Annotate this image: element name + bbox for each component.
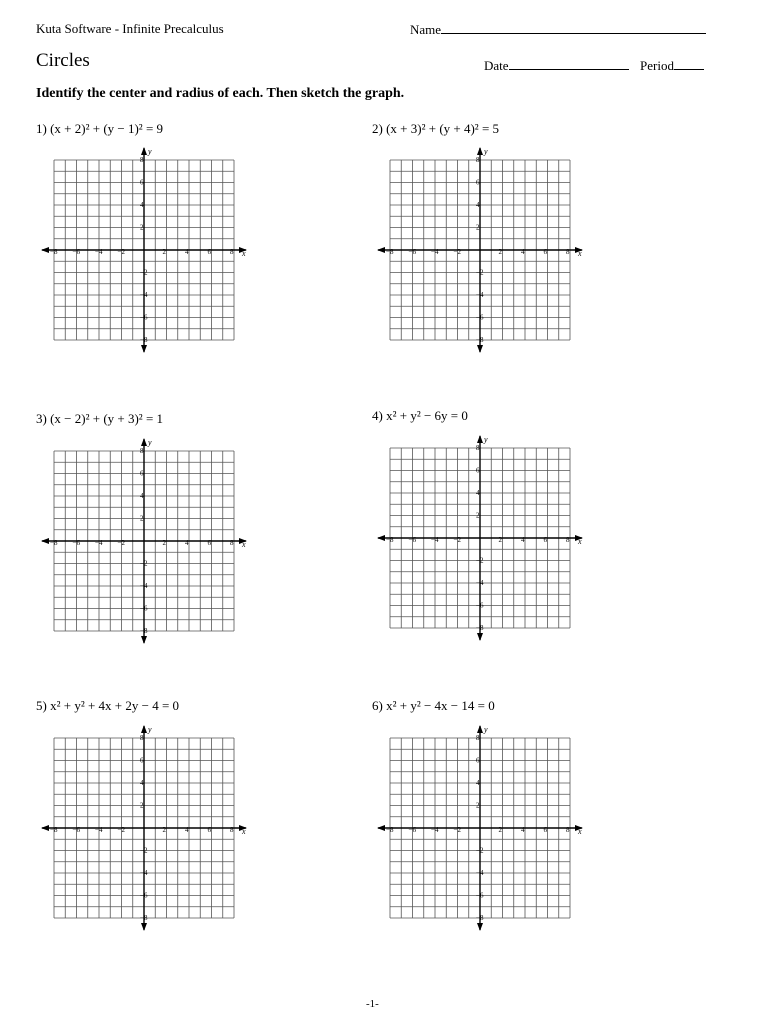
x-tick-label: −2 xyxy=(453,248,461,256)
coordinate-grid-2[interactable] xyxy=(376,146,584,354)
y-tick-label: −8 xyxy=(140,914,148,922)
y-tick-label: 2 xyxy=(140,801,144,810)
y-axis-arrow-down-icon xyxy=(141,345,147,353)
x-tick-label: 2 xyxy=(498,248,502,256)
x-tick-label: −6 xyxy=(72,248,80,256)
x-tick-label: −8 xyxy=(50,826,58,834)
x-axis-arrow-left-icon xyxy=(41,825,49,831)
y-axis-arrow-up-icon xyxy=(141,725,147,733)
x-tick-label: 8 xyxy=(566,826,570,834)
x-tick-label: 8 xyxy=(566,248,570,256)
x-axis-label: x xyxy=(242,827,246,836)
x-axis-label: x xyxy=(578,827,582,836)
x-tick-label: 6 xyxy=(207,826,211,834)
y-tick-label: 8 xyxy=(476,444,480,452)
x-tick-label: −2 xyxy=(117,826,125,834)
x-tick-label: 8 xyxy=(230,539,234,547)
y-axis-label: y xyxy=(484,147,488,156)
x-tick-label: 8 xyxy=(230,826,234,834)
y-tick-label: 6 xyxy=(476,466,480,475)
x-axis-arrow-left-icon xyxy=(41,538,49,544)
x-tick-label: 4 xyxy=(521,536,525,544)
y-axis-arrow-down-icon xyxy=(477,345,483,353)
x-tick-label: 2 xyxy=(162,539,166,547)
period-field[interactable] xyxy=(640,57,704,74)
y-tick-label: −4 xyxy=(140,291,148,299)
y-tick-label: −4 xyxy=(140,582,148,590)
y-axis-arrow-up-icon xyxy=(141,147,147,155)
problem-6 xyxy=(372,698,495,714)
y-tick-label: 4 xyxy=(476,779,480,787)
x-tick-label: −8 xyxy=(50,539,58,547)
problem-equation: x² + y² + 4x + 2y − 4 = 0 xyxy=(50,698,180,713)
x-axis-label: x xyxy=(578,249,582,258)
x-tick-label: 6 xyxy=(543,248,547,256)
problem-equation: x² + y² − 4x − 14 = 0 xyxy=(386,698,495,713)
x-tick-label: −4 xyxy=(431,536,439,544)
y-tick-label: −8 xyxy=(140,336,148,344)
x-tick-label: −2 xyxy=(453,536,461,544)
y-axis-arrow-up-icon xyxy=(477,435,483,443)
x-axis-label: x xyxy=(242,540,246,549)
problem-equation: (x + 2)² + (y − 1)² = 9 xyxy=(50,121,164,136)
y-tick-label: −8 xyxy=(476,914,484,922)
y-tick-label: 2 xyxy=(476,223,480,232)
date-field[interactable] xyxy=(484,57,629,74)
problem-1 xyxy=(36,121,163,137)
y-tick-label: −8 xyxy=(476,336,484,344)
worksheet-source: Kuta Software - Infinite Precalculus xyxy=(36,21,224,36)
problem-number: 5) xyxy=(36,698,47,713)
y-axis-label: y xyxy=(148,725,152,734)
x-tick-label: −4 xyxy=(431,248,439,256)
x-tick-label: −4 xyxy=(431,826,439,834)
name-label: Name xyxy=(410,22,442,37)
problem-2 xyxy=(372,121,499,137)
x-axis-arrow-left-icon xyxy=(377,825,385,831)
y-tick-label: −4 xyxy=(140,869,148,877)
x-tick-label: −4 xyxy=(95,248,103,256)
y-tick-label: −6 xyxy=(140,604,148,613)
x-tick-label: −2 xyxy=(117,248,125,256)
y-tick-label: −6 xyxy=(140,313,148,322)
y-axis-arrow-down-icon xyxy=(477,633,483,641)
x-axis-label: x xyxy=(242,249,246,258)
period-label: Period xyxy=(640,58,674,73)
x-tick-label: −6 xyxy=(72,826,80,834)
problem-number: 6) xyxy=(372,698,383,713)
y-tick-label: −4 xyxy=(476,869,484,877)
x-tick-label: −6 xyxy=(72,539,80,547)
problem-equation: x² + y² − 6y = 0 xyxy=(386,408,468,423)
y-tick-label: −2 xyxy=(476,846,484,855)
y-tick-label: −4 xyxy=(476,579,484,587)
y-tick-label: 8 xyxy=(140,156,144,164)
x-tick-label: 4 xyxy=(185,826,189,834)
x-tick-label: 6 xyxy=(543,826,547,834)
page-number: -1- xyxy=(366,998,379,1010)
y-axis-arrow-down-icon xyxy=(141,923,147,931)
x-tick-label: 6 xyxy=(207,248,211,256)
x-tick-label: −8 xyxy=(386,536,394,544)
y-tick-label: 6 xyxy=(476,756,480,765)
x-axis-arrow-left-icon xyxy=(377,247,385,253)
y-tick-label: −4 xyxy=(476,291,484,299)
y-tick-label: 6 xyxy=(140,469,144,478)
x-tick-label: 2 xyxy=(498,826,502,834)
y-tick-label: −2 xyxy=(476,556,484,565)
problem-equation: (x − 2)² + (y + 3)² = 1 xyxy=(50,411,164,426)
y-tick-label: 8 xyxy=(140,734,144,742)
coordinate-grid-1[interactable] xyxy=(40,146,248,354)
y-tick-label: 2 xyxy=(476,801,480,810)
x-axis-label: x xyxy=(578,537,582,546)
y-axis-label: y xyxy=(148,147,152,156)
x-tick-label: 8 xyxy=(230,248,234,256)
y-tick-label: −8 xyxy=(140,627,148,635)
y-tick-label: −2 xyxy=(476,268,484,277)
y-axis-label: y xyxy=(484,725,488,734)
y-tick-label: −6 xyxy=(476,313,484,322)
x-tick-label: −2 xyxy=(117,539,125,547)
date-blank[interactable] xyxy=(509,57,629,70)
y-axis-label: y xyxy=(148,438,152,447)
problem-number: 2) xyxy=(372,121,383,136)
y-tick-label: 4 xyxy=(140,779,144,787)
x-tick-label: −6 xyxy=(408,536,416,544)
x-axis-arrow-left-icon xyxy=(41,247,49,253)
y-tick-label: −8 xyxy=(476,624,484,632)
x-tick-label: −8 xyxy=(50,248,58,256)
x-tick-label: −6 xyxy=(408,248,416,256)
instructions: Identify the center and radius of each. Then sketch the graph. xyxy=(36,86,405,101)
problem-3 xyxy=(36,411,163,427)
x-tick-label: 4 xyxy=(521,248,525,256)
y-tick-label: 2 xyxy=(140,223,144,232)
period-blank[interactable] xyxy=(674,57,704,70)
x-tick-label: −4 xyxy=(95,826,103,834)
y-axis-arrow-down-icon xyxy=(141,636,147,644)
y-tick-label: 6 xyxy=(140,178,144,187)
x-tick-label: 4 xyxy=(521,826,525,834)
y-tick-label: −2 xyxy=(140,268,148,277)
x-tick-label: 2 xyxy=(162,248,166,256)
y-tick-label: −2 xyxy=(140,846,148,855)
y-tick-label: −6 xyxy=(140,891,148,900)
y-tick-label: 6 xyxy=(476,178,480,187)
y-tick-label: −2 xyxy=(140,559,148,568)
y-axis-label: y xyxy=(484,435,488,444)
y-tick-label: −6 xyxy=(476,891,484,900)
problem-4 xyxy=(372,408,468,424)
y-axis-arrow-up-icon xyxy=(477,725,483,733)
coordinate-grid-6[interactable] xyxy=(376,724,584,932)
x-tick-label: 2 xyxy=(162,826,166,834)
y-tick-label: 6 xyxy=(140,756,144,765)
x-tick-label: 2 xyxy=(498,536,502,544)
x-tick-label: −2 xyxy=(453,826,461,834)
y-tick-label: 8 xyxy=(140,447,144,455)
page-title: Circles xyxy=(36,50,90,71)
y-axis-arrow-up-icon xyxy=(141,438,147,446)
problem-number: 3) xyxy=(36,411,47,426)
x-tick-label: 4 xyxy=(185,248,189,256)
y-tick-label: 8 xyxy=(476,734,480,742)
coordinate-grid-3[interactable] xyxy=(40,437,248,645)
x-tick-label: −8 xyxy=(386,248,394,256)
x-tick-label: −6 xyxy=(408,826,416,834)
x-tick-label: 6 xyxy=(207,539,211,547)
y-tick-label: 8 xyxy=(476,156,480,164)
coordinate-grid-5[interactable] xyxy=(40,724,248,932)
problem-5 xyxy=(36,698,179,714)
y-axis-arrow-down-icon xyxy=(477,923,483,931)
x-tick-label: 6 xyxy=(543,536,547,544)
y-axis-arrow-up-icon xyxy=(477,147,483,155)
y-tick-label: 4 xyxy=(140,201,144,209)
problem-equation: (x + 3)² + (y + 4)² = 5 xyxy=(386,121,500,136)
y-tick-label: 4 xyxy=(476,201,480,209)
problem-number: 4) xyxy=(372,408,383,423)
name-field[interactable] xyxy=(410,21,706,38)
coordinate-grid-4[interactable] xyxy=(376,434,584,642)
date-label: Date xyxy=(484,58,509,73)
y-tick-label: 4 xyxy=(476,489,480,497)
y-tick-label: 2 xyxy=(140,514,144,523)
y-tick-label: 2 xyxy=(476,511,480,520)
x-tick-label: 8 xyxy=(566,536,570,544)
x-tick-label: −4 xyxy=(95,539,103,547)
name-blank[interactable] xyxy=(441,21,706,34)
problem-number: 1) xyxy=(36,121,47,136)
y-tick-label: 4 xyxy=(140,492,144,500)
y-tick-label: −6 xyxy=(476,601,484,610)
x-tick-label: 4 xyxy=(185,539,189,547)
x-axis-arrow-left-icon xyxy=(377,535,385,541)
x-tick-label: −8 xyxy=(386,826,394,834)
